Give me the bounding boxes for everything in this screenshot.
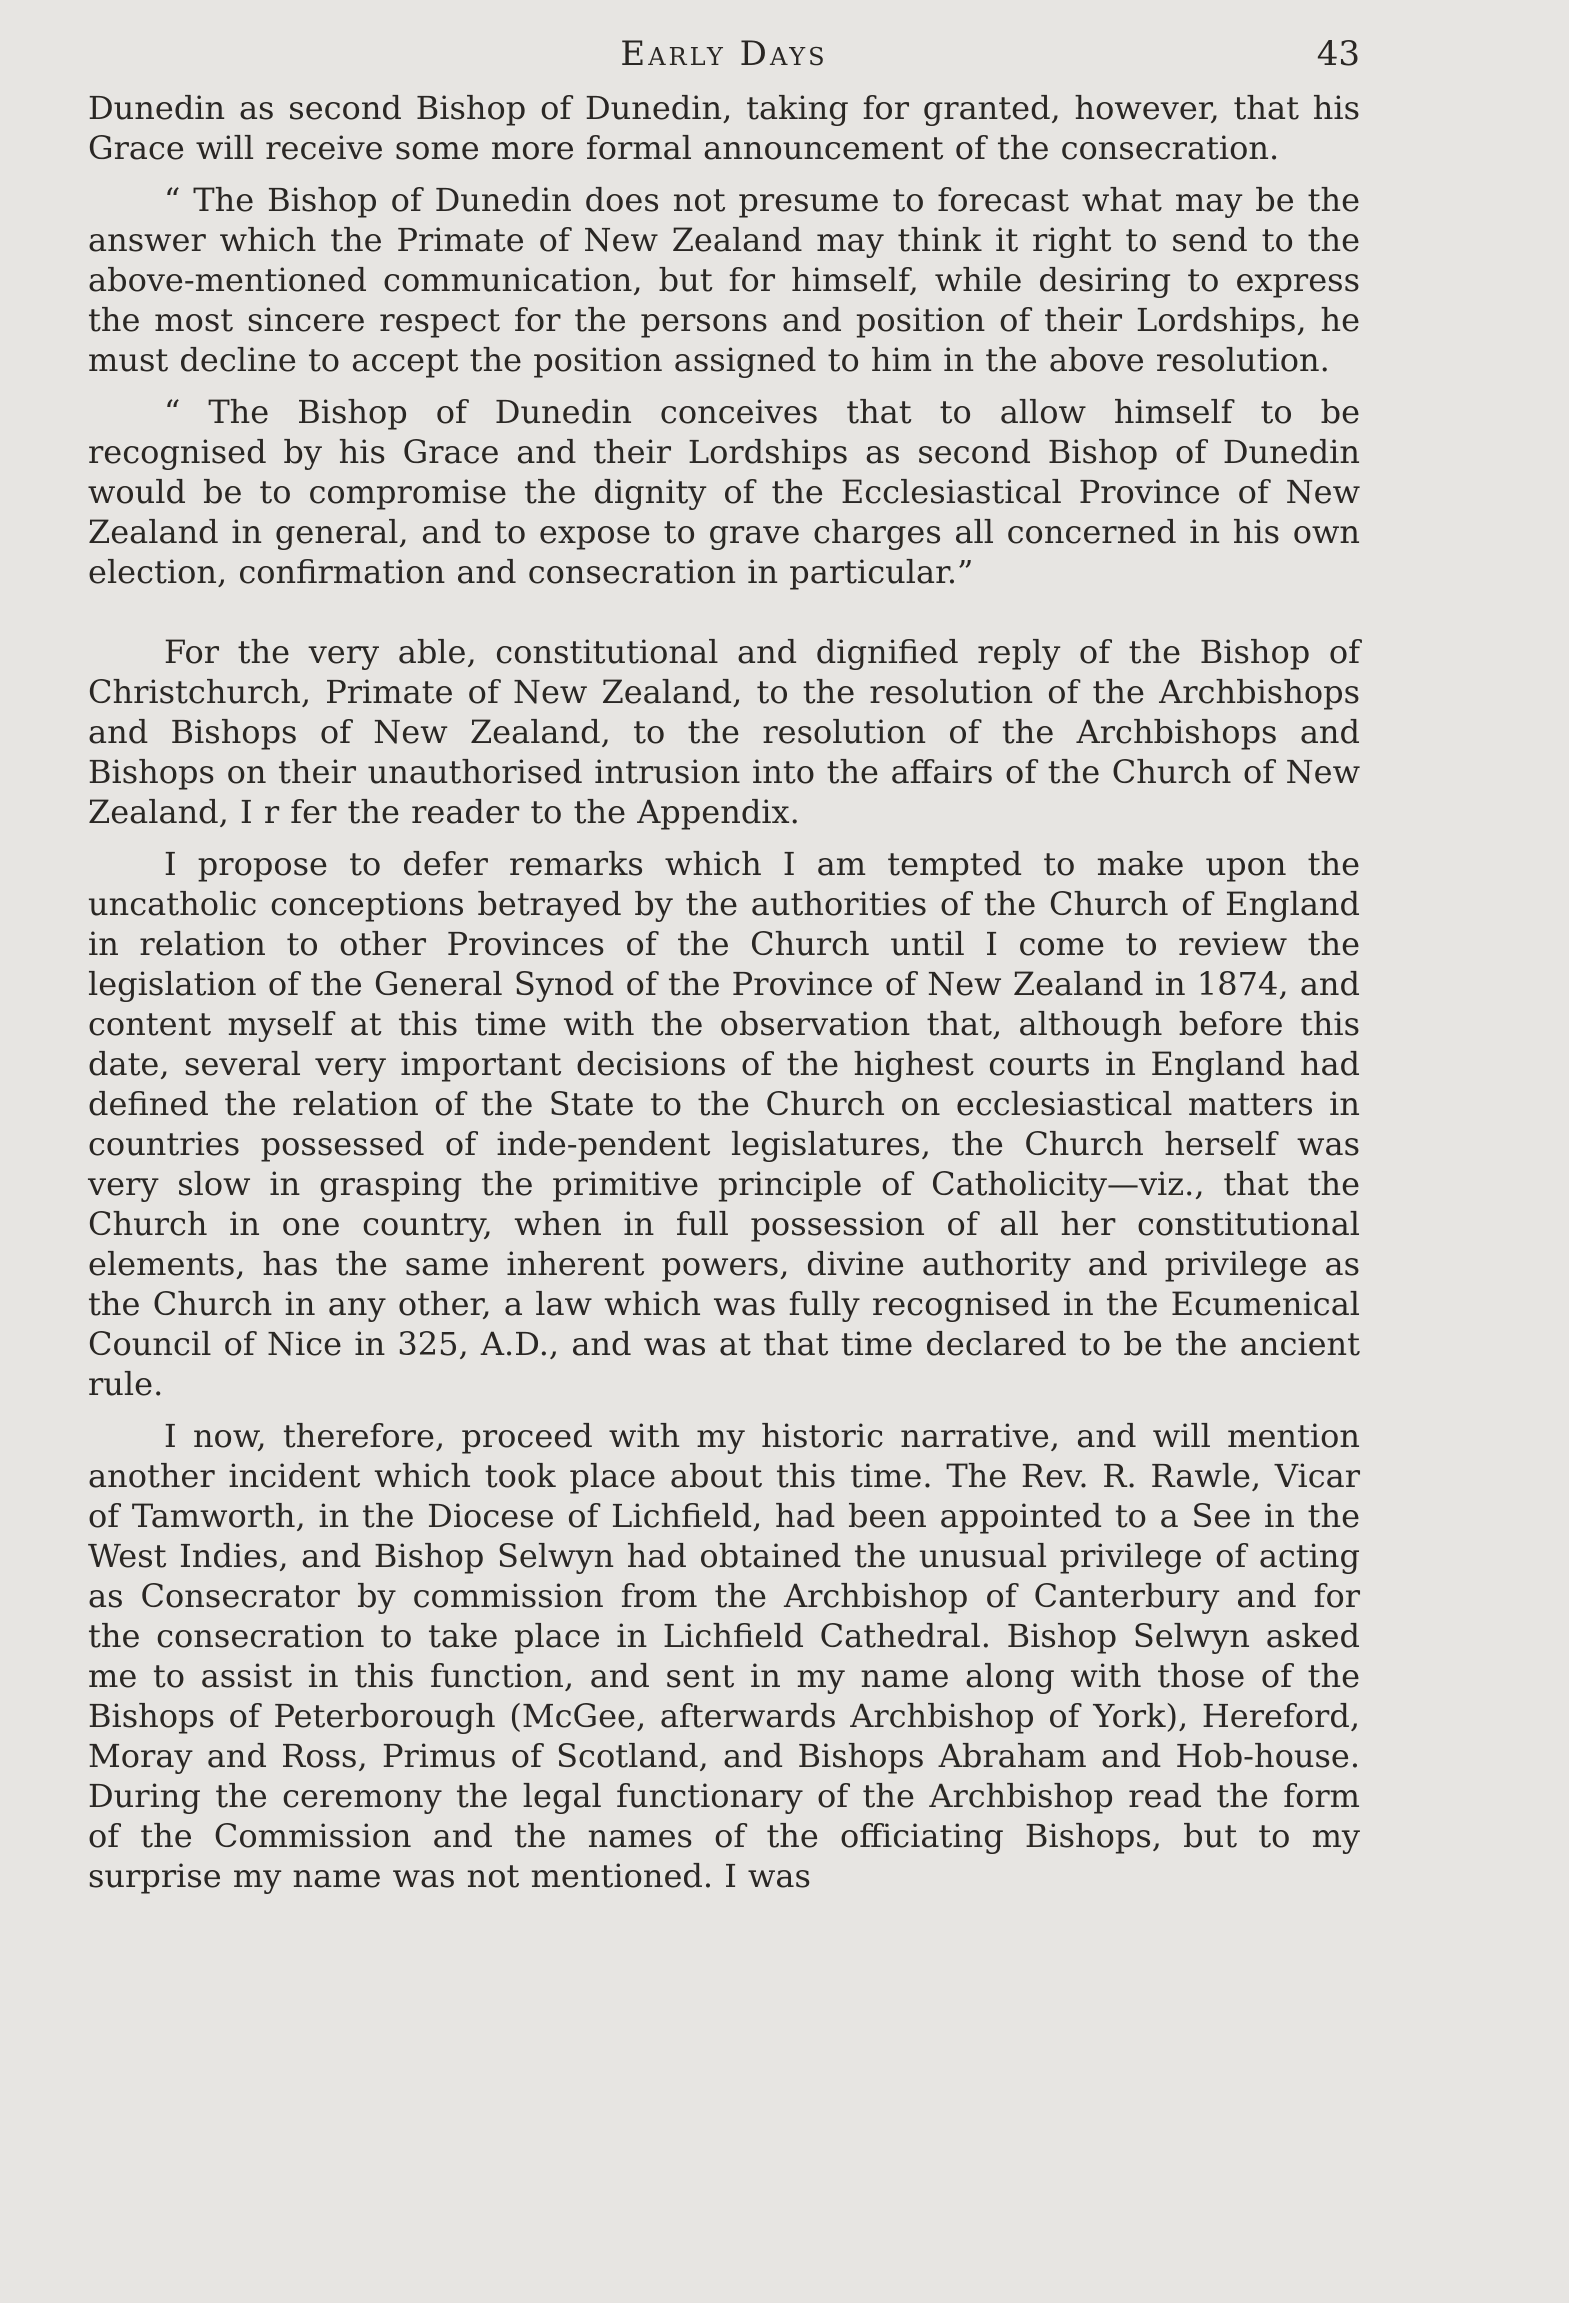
page-number: 43 bbox=[1316, 34, 1360, 74]
paragraph-remarks: I propose to defer remarks which I am tempted to make upon the uncatholic conceptions betrayed by the authorities of the Church of England in relation to other Provinces of the Church until I come to review the legislation of the General Synod of the Province of New Zealand in 1874, and content myself at this time with the observation that, although before this date, several very important decisions of the highest courts in England had defined the relation of the State to the Church on ecclesiastical matters in countries possessed of inde-pendent legislatures, the Church herself was very slow in grasping the primitive principle of Catholicity—viz., that the Church in one country, when in full possession of all her constitutional elements, has the same inherent powers, divine authority and privilege as the Church in any other, a law which was fully recognised in the Ecumenical Council of Nice in 325, A.D., and was at that time declared to be the ancient rule. bbox=[88, 845, 1360, 1403]
paragraph-quote-1: “ The Bishop of Dunedin does not presume to forecast what may be the answer which the Primate of New Zealand may think it right to send to the above-mentioned communication, but for himself, while desiring to express the most sincere respect for the persons and position of their Lordships, he must decline to accept the position assigned to him in the above resolution. bbox=[88, 181, 1360, 379]
paragraph-continuation: Dunedin as second Bishop of Dunedin, taking for granted, however, that his Grace will receive some more formal announcement of the consecration. bbox=[88, 89, 1360, 167]
body-text bbox=[88, 88, 1360, 1896]
paragraph-narrative: I now, therefore, proceed with my historic narrative, and will mention another incident which took place about this time. The Rev. R. Rawle, Vicar of Tamworth, in the Diocese of Lichfield, had been appointed to a See in the West Indies, and Bishop Selwyn had obtained the unusual privilege of acting as Consecrator by commission from the Archbishop of Canterbury and for the consecration to take place in Lichfield Cathedral. Bishop Selwyn asked me to assist in this function, and sent in my name along with those of the Bishops of Peterborough (McGee, afterwards Archbishop of York), Hereford, Moray and Ross, Primus of Scotland, and Bishops Abraham and Hob-house. During the ceremony the legal functionary of the Archbishop read the form of the Commission and the names of the officiating Bishops, but to my surprise my name was not mentioned. I was bbox=[88, 1417, 1360, 1895]
running-header bbox=[88, 26, 1360, 82]
chapter-title: Early Days bbox=[620, 34, 828, 74]
paragraph-reply: For the very able, constitutional and dignified reply of the Bishop of Christchurch, Primate of New Zealand, to the resolution of the Archbishops and Bishops of New Zealand, to the resolution of the Archbishops and Bishops on their unauthorised intrusion into the affairs of the Church of New Zealand, I r fer the reader to the Appendix. bbox=[88, 633, 1360, 831]
book-page bbox=[88, 26, 1360, 1908]
paragraph-quote-2: “ The Bishop of Dunedin conceives that to allow himself to be recognised by his Grace and their Lordships as second Bishop of Dunedin would be to compromise the dignity of the Ecclesiastical Province of New Zealand in general, and to expose to grave charges all concerned in his own election, confirmation and consecration in particular.” bbox=[88, 393, 1360, 591]
